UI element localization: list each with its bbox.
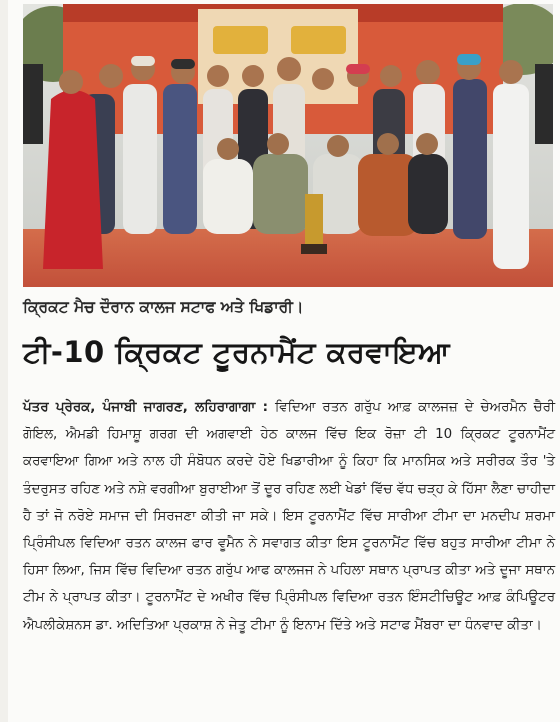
article-body [23, 394, 555, 639]
group-photo [23, 4, 553, 287]
article-text: ਵਿਦਿਆ ਰਤਨ ਗਰੁੱਪ ਆਫ਼ ਕਾਲਜਜ਼ ਦੇ ਚੇਅਰਮੈਨ ਚੈਰੀ ਗੋਇਲ, ਐਮਡੀ ਹਿਮਾਸ਼ੂ ਗਰਗ ਦੀ ਅਗਵਾਈ ਹੇਠ ਕਾਲਜ ਵਿੱਚ ਇਕ ਰੋਜ਼ਾ ਟੀ 10 ਕ੍ਰਿਕਟ ਟੂਰਨਾਮੈਂਟ ਕਰਵਾਇਆ ਗਿਆ ਅਤੇ ਨਾਲ ਹੀ ਸੰਬੋਧਨ ਕਰਦੇ ਹੋਏ ਖਿਡਾਰੀਆ ਨੂੰ ਕਿਹਾ ਕਿ ਮਾਨਸਿਕ ਅਤੇ ਸਰੀਰਕ ਤੌਰ 'ਤੇ ਤੰਦਰੁਸਤ ਰਹਿਣ ਅਤੇ ਨਸ਼ੇ ਵਰਗੀਆ ਬੁਰਾਈਆ ਤੋਂ ਦੂਰ ਰਹਿਣ ਲਈ ਖੇਡਾਂ ਵਿੱਚ ਵੱਧ ਚੜ੍ਹ ਕੇ ਹਿੱਸਾ ਲੈਣਾ ਚਾਹੀਦਾ ਹੈ ਤਾਂ ਜੋ ਨਰੋਏ ਸਮਾਜ ਦੀ ਸਿਰਜਣਾ ਕੀਤੀ ਜਾ ਸਕੇ। ਇਸ ਟੂਰਨਾਮੈਂਟ ਵਿੱਚ ਸਾਰੀਆ ਟੀਮਾ ਦਾ ਮਨਦੀਪ ਸ਼ਰਮਾ ਪ੍ਰਿੰਸੀਪਲ ਵਿਦਿਆ ਰਤਨ ਕਾਲਜ ਫਾਰ ਵੂਮੈਨ ਨੇ ਸਵਾਗਤ ਕੀਤਾ ਇਸ ਟੂਰਨਾਮੈਂਟ ਵਿੱਚ ਬਹੁਤ ਸਾਰੀਆ ਟੀਮਾ ਨੇ ਹਿਸਾ ਲਿਆ, ਜਿਸ ਵਿੱਚ ਵਿਦਿਆ ਰਤਨ ਗਰੁੱਪ ਆਫ ਕਾਲਜਜ ਨੇ ਪਹਿਲਾ ਸਥਾਨ ਪ੍ਰਾਪਤ ਕੀਤਾ ਅਤੇ ਦੂਜਾ ਸਥਾਨ ਟੀਮ ਨੇ ਪ੍ਰਾਪਤ ਕੀਤਾ। ਟੂਰਨਾਮੈਂਟ ਦੇ ਅਖੀਰ ਵਿੱਚ ਪ੍ਰਿੰਸੀਪਲ ਵਿਦਿਆ ਰਤਨ ਇੰਸਟੀਚਿਊਟ ਆਫ਼ ਕੰਪਿਊਟਰ ਐਪਲੀਕੇਸ਼ਨਸ ਡਾ. ਅਦਿਤਿਆ ਪ੍ਰਕਾਸ਼ ਨੇ ਜੇਤੂ ਟੀਮਾ ਨੂੰ ਇਨਾਮ ਦਿੱਤੇ ਅਤੇ ਸਟਾਫ ਮੈਂਬਰਾ ਦਾ ਧੰਨਵਾਦ ਕੀਤਾ। [23, 400, 555, 633]
page-edge [0, 0, 8, 722]
article-headline: ਟੀ-10 ਕ੍ਰਿਕਟ ਟੂਰਨਾਮੈਂਟ ਕਰਵਾਇਆ [23, 335, 451, 369]
article-byline: ਪੱਤਰ ਪ੍ਰੇਰਕ, ਪੰਜਾਬੀ ਜਾਗਰਣ, ਲਹਿਰਾਗਾਗਾ : [23, 400, 268, 415]
photo-caption: ਕ੍ਰਿਕਟ ਮੈਚ ਦੌਰਾਨ ਕਾਲਜ ਸਟਾਫ ਅਤੇ ਖਿਡਾਰੀ। [23, 298, 304, 316]
